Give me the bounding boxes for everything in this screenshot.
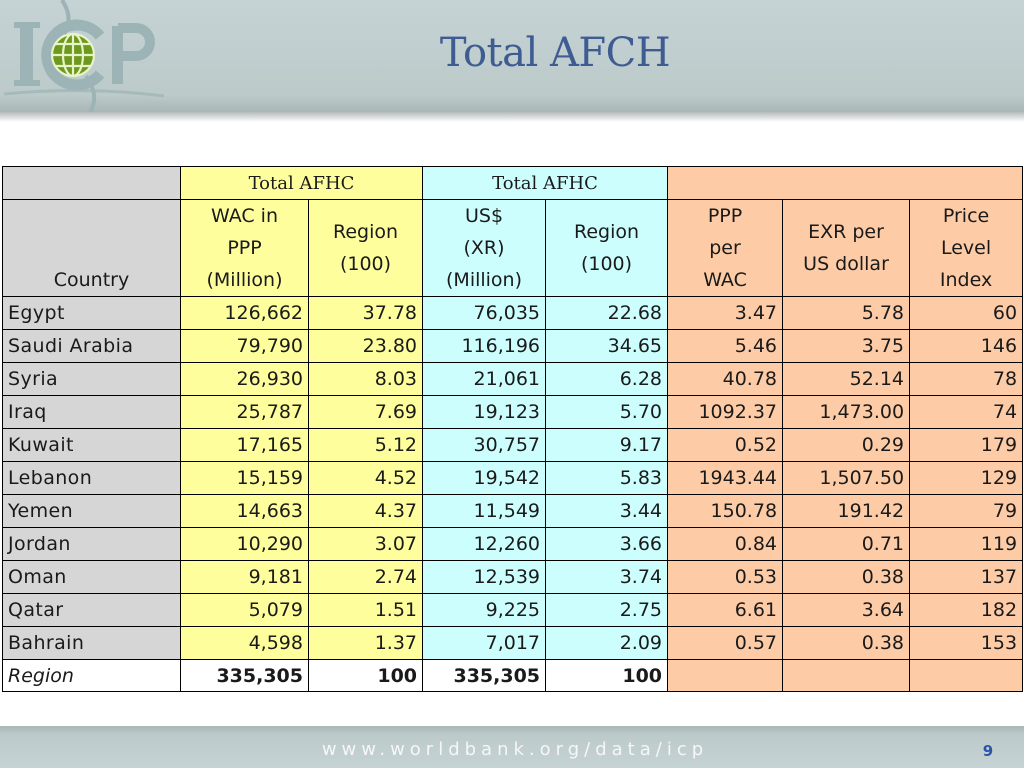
table-row [3, 627, 1023, 660]
cell-region-xr: 3.66 [546, 528, 668, 561]
cell-pli: 60 [910, 297, 1023, 330]
cell-exr: 0.29 [783, 429, 910, 462]
table-row [3, 561, 1023, 594]
column-header-exr [783, 200, 910, 297]
cell-ppp-per-wac: 0.52 [668, 429, 783, 462]
cell-pli: 119 [910, 528, 1023, 561]
column-header-row [3, 200, 1023, 297]
region-total-row [3, 660, 1023, 692]
header-line: (Million) [206, 269, 283, 291]
header-line: US dollar [803, 253, 889, 275]
cell-region-xr: 22.68 [546, 297, 668, 330]
header-line: PPP [227, 237, 262, 259]
cell-us-xr: 12,539 [423, 561, 546, 594]
cell-exr: 191.42 [783, 495, 910, 528]
cell-us-xr: 7,017 [423, 627, 546, 660]
table-row [3, 396, 1023, 429]
cell-region-xr: 6.28 [546, 363, 668, 396]
cell-country: Lebanon [3, 462, 181, 495]
cell-country: Jordan [3, 528, 181, 561]
header-line: (100) [580, 253, 633, 275]
cell-exr: 1,507.50 [783, 462, 910, 495]
cell-country: Syria [3, 363, 181, 396]
cell-wac-ppp: 17,165 [181, 429, 309, 462]
header-line: US$ [464, 205, 504, 227]
header-line: WAC [703, 269, 747, 291]
cell-region-ppp: 4.52 [309, 462, 423, 495]
region-ppp-per-wac [668, 660, 783, 692]
cell-country: Saudi Arabia [3, 330, 181, 363]
table-body [3, 297, 1023, 660]
cell-exr: 0.38 [783, 627, 910, 660]
cell-region-xr: 3.44 [546, 495, 668, 528]
table-row [3, 528, 1023, 561]
cell-region-ppp: 1.51 [309, 594, 423, 627]
afch-table [2, 166, 1023, 692]
cell-pli: 146 [910, 330, 1023, 363]
cell-wac-ppp: 9,181 [181, 561, 309, 594]
group-header-xr: Total AFHC [423, 167, 668, 200]
footer-url: www.worldbank.org/data/icp [321, 739, 709, 760]
cell-region-xr: 9.17 [546, 429, 668, 462]
cell-region-xr: 5.70 [546, 396, 668, 429]
header-line: (XR) [463, 237, 505, 259]
table-row [3, 462, 1023, 495]
group-header-ppp: Total AFHC [181, 167, 423, 200]
cell-wac-ppp: 126,662 [181, 297, 309, 330]
column-header-wac-ppp [181, 200, 309, 297]
cell-pli: 179 [910, 429, 1023, 462]
cell-pli: 182 [910, 594, 1023, 627]
header-line: Price [942, 205, 990, 227]
table-row [3, 363, 1023, 396]
cell-wac-ppp: 25,787 [181, 396, 309, 429]
region-pli [910, 660, 1023, 692]
cell-country: Oman [3, 561, 181, 594]
table-row [3, 594, 1023, 627]
column-header-pli [910, 200, 1023, 297]
cell-ppp-per-wac: 1943.44 [668, 462, 783, 495]
cell-country: Kuwait [3, 429, 181, 462]
cell-us-xr: 30,757 [423, 429, 546, 462]
cell-wac-ppp: 5,079 [181, 594, 309, 627]
cell-us-xr: 76,035 [423, 297, 546, 330]
cell-us-xr: 11,549 [423, 495, 546, 528]
cell-region-ppp: 4.37 [309, 495, 423, 528]
cell-exr: 0.38 [783, 561, 910, 594]
table-row [3, 330, 1023, 363]
cell-exr: 3.75 [783, 330, 910, 363]
cell-region-ppp: 7.69 [309, 396, 423, 429]
cell-wac-ppp: 4,598 [181, 627, 309, 660]
cell-country: Qatar [3, 594, 181, 627]
cell-pli: 137 [910, 561, 1023, 594]
cell-ppp-per-wac: 1092.37 [668, 396, 783, 429]
header-line: EXR per [808, 221, 884, 243]
table-row [3, 429, 1023, 462]
cell-exr: 1,473.00 [783, 396, 910, 429]
region-exr [783, 660, 910, 692]
cell-region-ppp: 8.03 [309, 363, 423, 396]
cell-region-xr: 2.75 [546, 594, 668, 627]
header-line: (100) [339, 253, 392, 275]
cell-us-xr: 9,225 [423, 594, 546, 627]
cell-wac-ppp: 15,159 [181, 462, 309, 495]
slide-title: Total AFCH [439, 30, 671, 76]
cell-region-ppp: 2.74 [309, 561, 423, 594]
cell-region-xr: 2.09 [546, 627, 668, 660]
group-header-row [3, 167, 1023, 200]
column-header-ppp-per-wac [668, 200, 783, 297]
region-label: Region [3, 660, 181, 692]
cell-ppp-per-wac: 0.84 [668, 528, 783, 561]
header-line: Region [574, 221, 640, 243]
cell-ppp-per-wac: 0.57 [668, 627, 783, 660]
table-row [3, 297, 1023, 330]
cell-region-ppp: 37.78 [309, 297, 423, 330]
cell-ppp-per-wac: 150.78 [668, 495, 783, 528]
cell-region-xr: 3.74 [546, 561, 668, 594]
cell-us-xr: 12,260 [423, 528, 546, 561]
cell-ppp-per-wac: 3.47 [668, 297, 783, 330]
header-line: PPP [707, 205, 743, 227]
cell-region-ppp: 3.07 [309, 528, 423, 561]
cell-us-xr: 19,542 [423, 462, 546, 495]
cell-country: Iraq [3, 396, 181, 429]
column-header-us-xr [423, 200, 546, 297]
group-header-ratios [668, 167, 1023, 200]
cell-exr: 52.14 [783, 363, 910, 396]
cell-country: Bahrain [3, 627, 181, 660]
header-line: (Million) [446, 269, 523, 291]
cell-us-xr: 116,196 [423, 330, 546, 363]
cell-pli: 74 [910, 396, 1023, 429]
cell-ppp-per-wac: 0.53 [668, 561, 783, 594]
cell-pli: 78 [910, 363, 1023, 396]
cell-region-ppp: 1.37 [309, 627, 423, 660]
cell-pli: 153 [910, 627, 1023, 660]
cell-ppp-per-wac: 40.78 [668, 363, 783, 396]
cell-country: Egypt [3, 297, 181, 330]
header-line: Region [332, 221, 399, 243]
cell-region-ppp: 23.80 [309, 330, 423, 363]
cell-wac-ppp: 10,290 [181, 528, 309, 561]
cell-us-xr: 21,061 [423, 363, 546, 396]
icp-logo [4, 0, 164, 112]
cell-wac-ppp: 79,790 [181, 330, 309, 363]
cell-ppp-per-wac: 6.61 [668, 594, 783, 627]
region-share-ppp: 100 [309, 660, 423, 692]
cell-country: Yemen [3, 495, 181, 528]
slide-number: 9 [982, 742, 994, 760]
cell-wac-ppp: 26,930 [181, 363, 309, 396]
cell-pli: 79 [910, 495, 1023, 528]
region-wac-ppp: 335,305 [181, 660, 309, 692]
region-us-xr: 335,305 [423, 660, 546, 692]
column-header-region-ppp [309, 200, 423, 297]
header-line: per [709, 237, 741, 259]
group-header-blank [3, 167, 181, 200]
cell-ppp-per-wac: 5.46 [668, 330, 783, 363]
region-share-xr: 100 [546, 660, 668, 692]
cell-wac-ppp: 14,663 [181, 495, 309, 528]
column-header-region-xr [546, 200, 668, 297]
cell-pli: 129 [910, 462, 1023, 495]
column-header-country: Country [3, 200, 181, 297]
cell-us-xr: 19,123 [423, 396, 546, 429]
header-line: WAC in [210, 205, 279, 227]
cell-exr: 3.64 [783, 594, 910, 627]
header-shadow [0, 112, 1024, 122]
cell-exr: 0.71 [783, 528, 910, 561]
table-row [3, 495, 1023, 528]
cell-region-xr: 5.83 [546, 462, 668, 495]
header-line: Index [939, 269, 993, 291]
header-line: Level [940, 237, 992, 259]
cell-region-ppp: 5.12 [309, 429, 423, 462]
cell-region-xr: 34.65 [546, 330, 668, 363]
cell-exr: 5.78 [783, 297, 910, 330]
